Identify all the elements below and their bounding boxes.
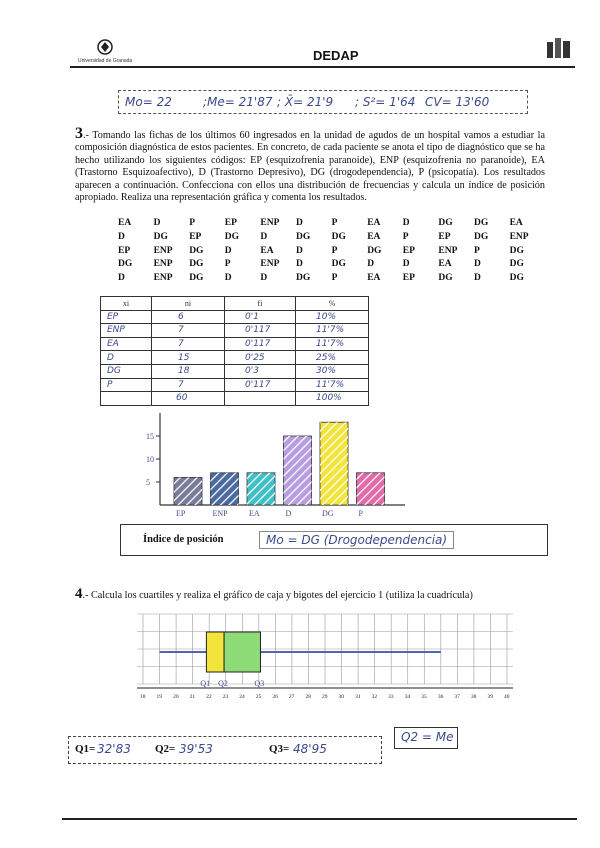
axis-tick-label: 32 xyxy=(371,694,378,700)
q2-marker-label: Q2 xyxy=(218,679,228,688)
bar-hatch xyxy=(357,473,385,505)
code-cell: D xyxy=(296,245,303,256)
total-n: 60 xyxy=(152,392,225,406)
table-row xyxy=(101,351,369,365)
code-cell: DG xyxy=(189,259,204,270)
header-pct: % xyxy=(296,297,369,311)
axis-tick-label: 22 xyxy=(206,694,212,700)
table-row xyxy=(101,310,369,324)
code-cell: ENP xyxy=(438,245,458,256)
code-cell: P xyxy=(189,218,195,228)
y-tick-label: 10 xyxy=(146,455,154,464)
x-tick-label: DG xyxy=(322,509,334,518)
footer-divider xyxy=(62,818,577,820)
cell: 7 xyxy=(152,324,225,338)
code-cell: ENP xyxy=(153,245,173,256)
cell: ENP xyxy=(101,324,152,338)
axis-tick-label: 39 xyxy=(487,694,493,700)
axis-tick-label: 38 xyxy=(470,694,477,700)
cell: 6 xyxy=(152,310,225,324)
cell: D xyxy=(101,351,152,365)
header-divider xyxy=(70,66,575,68)
cell: 11'7% xyxy=(296,378,369,392)
code-cell: EP xyxy=(189,231,202,242)
y-tick-label: 15 xyxy=(146,432,154,441)
code-cell: EA xyxy=(367,231,381,242)
code-cell: D xyxy=(118,273,125,284)
total-pct: 100% xyxy=(296,392,369,406)
axis-tick-label: 31 xyxy=(355,694,361,700)
cell xyxy=(225,392,296,406)
bar-hatch xyxy=(284,436,312,505)
code-cell: P xyxy=(402,231,409,242)
axis-tick-label: 28 xyxy=(305,694,311,700)
code-cell: P xyxy=(474,245,480,256)
code-cell: D xyxy=(296,218,303,228)
q2-equals-median-note xyxy=(394,727,458,749)
axis-tick-label: 19 xyxy=(156,694,163,700)
page-title: DEDAP xyxy=(313,48,359,63)
code-cell: DG xyxy=(118,259,133,270)
code-cell: D xyxy=(118,231,125,242)
code-cell: DG xyxy=(367,245,382,256)
code-cell: DG xyxy=(438,273,453,284)
code-cell: DG xyxy=(296,273,311,284)
code-cell: DG xyxy=(474,218,489,228)
code-cell: D xyxy=(260,231,268,242)
code-cell: EA xyxy=(438,259,452,270)
code-cell: EP xyxy=(402,245,415,256)
code-cell: EA xyxy=(367,273,381,284)
code-cell: ENP xyxy=(153,273,173,284)
code-cell: D xyxy=(153,218,161,228)
code-cell: EP xyxy=(438,231,451,242)
table-header-row xyxy=(101,297,369,311)
q3-marker-label: Q3 xyxy=(254,679,265,688)
mode-value: Mo= 22 xyxy=(125,95,172,109)
table-row xyxy=(101,324,369,338)
quartiles-box xyxy=(68,736,382,764)
table-row xyxy=(101,337,369,351)
axis-tick-label: 27 xyxy=(288,694,295,700)
code-cell: EP xyxy=(118,245,131,256)
code-cell: D xyxy=(474,273,481,284)
table-row xyxy=(101,364,369,378)
cv-value: CV= 13'60 xyxy=(425,95,490,109)
code-cell: DG xyxy=(509,245,524,256)
code-cell: D xyxy=(402,218,410,228)
cell: 0'117 xyxy=(225,324,296,338)
axis-tick-label: 40 xyxy=(504,694,510,700)
header-ni: ni xyxy=(152,297,225,311)
code-cell: D xyxy=(224,273,232,284)
cell: EP xyxy=(101,310,152,324)
box-upper-half xyxy=(224,632,260,672)
code-cell: D xyxy=(296,259,303,270)
axis-tick-label: 33 xyxy=(388,694,394,700)
position-index-label: Índice de posición xyxy=(143,534,224,545)
boxplot-grid xyxy=(135,610,515,710)
code-cell: EP xyxy=(224,218,237,228)
axis-tick-label: 25 xyxy=(255,694,262,700)
code-cell: P xyxy=(331,245,338,256)
code-cell: EA xyxy=(509,218,523,228)
code-cell: D xyxy=(224,245,232,256)
bar-hatch xyxy=(320,422,348,505)
header-xi: xi xyxy=(101,297,152,311)
q1-marker-label: Q1 xyxy=(200,679,211,688)
stats-box xyxy=(118,90,528,114)
code-cell: P xyxy=(224,259,231,270)
median-value: ;Me= 21'87 xyxy=(203,95,273,109)
position-index-value: Mo = DG (Drogodependencia) xyxy=(259,531,454,549)
position-index-box xyxy=(120,524,548,556)
x-tick-label: D xyxy=(285,509,292,518)
cell: 11'7% xyxy=(296,324,369,338)
table-total-row xyxy=(101,392,369,406)
exercise-3-number: 3 xyxy=(75,125,83,142)
variance-value: ; S²= 1'64 xyxy=(355,95,416,109)
table-row xyxy=(101,378,369,392)
q3-value: 48'95 xyxy=(293,742,327,756)
cell: 11'7% xyxy=(296,337,369,351)
code-cell: DG xyxy=(509,259,524,270)
q2-note-text: Q2 = Me xyxy=(401,730,454,744)
cell: 0'3 xyxy=(225,364,296,378)
code-cell: D xyxy=(367,259,375,270)
q2-value: 39'53 xyxy=(179,742,213,756)
q1-label: Q1= xyxy=(75,743,96,755)
code-cell: DG xyxy=(296,231,311,242)
cell: 10% xyxy=(296,310,369,324)
cell: 0'1 xyxy=(225,310,296,324)
axis-tick-label: 23 xyxy=(222,694,229,700)
axis-tick-label: 18 xyxy=(140,694,146,700)
department-logo-icon xyxy=(545,36,573,60)
bar-hatch xyxy=(211,473,239,505)
bar-hatch xyxy=(247,473,275,505)
axis-tick-label: 26 xyxy=(272,694,278,700)
axis-tick-label: 37 xyxy=(454,694,460,700)
cell: 0'25 xyxy=(225,351,296,365)
code-cell: D xyxy=(474,259,481,270)
axis-tick-label: 24 xyxy=(239,694,245,700)
axis-tick-label: 36 xyxy=(437,694,444,700)
axis-tick-label: 34 xyxy=(404,694,411,700)
code-cell: D xyxy=(402,259,410,270)
code-cell: ENP xyxy=(260,259,280,270)
cell: 15 xyxy=(152,351,225,365)
bar-hatch xyxy=(174,477,202,505)
code-cell: EA xyxy=(367,218,381,228)
cell: 25% xyxy=(296,351,369,365)
code-cell: DG xyxy=(438,218,453,228)
axis-tick-label: 21 xyxy=(189,694,196,700)
cell: DG xyxy=(101,364,152,378)
code-cell: DG xyxy=(509,273,524,284)
axis-tick-label: 30 xyxy=(338,694,345,700)
cell xyxy=(101,392,152,406)
code-cell: DG xyxy=(224,231,240,242)
frequency-table xyxy=(100,296,369,406)
exercise-3-statement xyxy=(75,125,545,204)
cell: 0'117 xyxy=(225,337,296,351)
bar-chart xyxy=(130,408,410,523)
code-cell: DG xyxy=(474,231,489,242)
code-cell: DG xyxy=(331,259,346,270)
code-cell: DG xyxy=(189,245,204,256)
x-tick-label: ENP xyxy=(212,509,228,518)
header-fi: fi xyxy=(225,297,296,311)
axis-tick-label: 35 xyxy=(421,694,427,700)
q2-label: Q2= xyxy=(155,743,176,755)
exercise-4-text: .- Calcula los cuartiles y realiza el gráfico de caja y bigotes del ejercicio 1 (utiliza la cuadrícula) xyxy=(82,590,473,601)
cell: P xyxy=(101,378,152,392)
cell: 0'117 xyxy=(225,378,296,392)
exercise-4-number: 4 xyxy=(75,586,83,602)
y-tick-label: 5 xyxy=(146,478,150,487)
axis-tick-label: 20 xyxy=(173,694,179,700)
code-cell: DG xyxy=(153,231,168,242)
code-cell: DG xyxy=(331,231,346,242)
mean-value: ; X̄= 21'9 xyxy=(277,95,334,109)
code-cell: ENP xyxy=(509,231,529,242)
code-cell: D xyxy=(260,273,268,284)
cell: 7 xyxy=(152,378,225,392)
box-lower-half xyxy=(206,632,224,672)
code-cell: EA xyxy=(260,245,274,256)
code-cell: P xyxy=(331,218,338,228)
code-cell: ENP xyxy=(153,259,173,270)
q3-label: Q3= xyxy=(269,743,290,755)
q1-value: 32'83 xyxy=(97,742,131,756)
code-cell: DG xyxy=(189,273,204,284)
exercise-3-text: .- Tomando las fichas de los últimos 60 ingresados en la unidad de agudos de un hospital vamos a estudiar la composición diagnóstica de estos pacientes. En concreto, de cada paciente se anota el tipo de diagnóstico que se ha hecho utilizando los siguientes códigos: EP (esquizofrenia paranoide), ENP (esquizofrenia no paranoide), EA (Trastorno Esquizoafectivo), D (Trastorno Depresivo), DG (drogodependencia), P (psicopatía). Los resultados aparecen a continuación. Confecciona con ellos una distribución de frecuencias y calcula un índice de posición apropiado. Realiza una representación gráfica y comenta los resultados. xyxy=(75,130,545,204)
code-cell: EP xyxy=(402,273,415,284)
cell: EA xyxy=(101,337,152,351)
axis-tick-label: 29 xyxy=(322,694,328,700)
code-cell: EA xyxy=(118,218,132,228)
cell: 18 xyxy=(152,364,225,378)
exercise-4-statement xyxy=(75,586,473,603)
x-tick-label: EP xyxy=(176,509,186,518)
cell: 7 xyxy=(152,337,225,351)
code-cell: P xyxy=(331,273,338,284)
x-tick-label: P xyxy=(358,509,363,518)
x-tick-label: EA xyxy=(249,509,260,518)
code-cell: ENP xyxy=(260,218,280,228)
university-logo-icon xyxy=(95,38,115,58)
cell: 30% xyxy=(296,364,369,378)
institution-name: Universidad de Granada xyxy=(78,58,133,64)
